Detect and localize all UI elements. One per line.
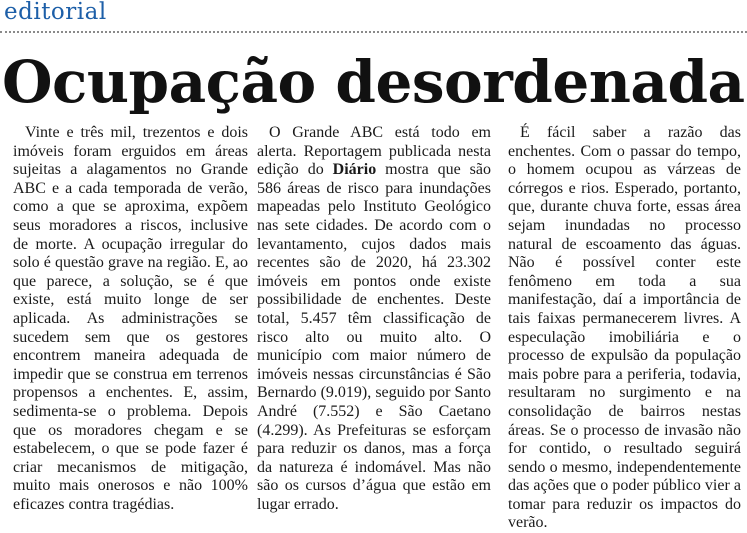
column-2-text-end: mostra que são 586 áreas de risco para inundações mapeadas pelo Instituto Geológico nas sete cidades. De acordo com o levantamento, cujos dados mais recentes são de 2020, há 23.302 imóveis em pontos onde existe possibilidade de enchentes. Deste total, 5.457 têm classificação de risco alto ou muito alto. O município com maior número de imóveis nessas circunstâncias é São Bernardo (9.019), seguido por Santo André (7.552) e São Caetano (4.299). As Prefeituras se esforçam para reduzir os danos, mas a força da natureza é indomável. Mas não são os cursos d’água que estão em lugar errado. [257,161,491,513]
headline: Ocupação desordenada [2,48,745,116]
column-3 [508,124,741,533]
article-columns [0,124,747,532]
newspaper-name: Diário [332,161,377,179]
column-2-text [257,124,491,514]
column-1-text: Vinte e três mil, trezentos e dois imóveis foram erguidos em áreas sujeitas a alagamentos no Grande ABC e a cada temporada de verão, como a que se aproxima, expõem seus moradores a riscos, inclusive de morte. A ocupação irregular do solo é questão grave na região. E, ao que parece, a solução, se é que existe, está muito longe de ser aplicada. As administrações se sucedem sem que os gestores encontrem maneira adequada de impedir que se construa em terrenos propensos a enchentes. E, assim, sedimenta-se o problema. Depois que os moradores chegam e se estabelecem, o que se pode fazer é criar mecanismos de mitigação, muito mais onerosos e não 100% eficazes contra tragédias. [13,124,248,513]
section-label: editorial [4,0,107,25]
column-2-text-start: O Grande ABC está todo em alerta. Reportagem publicada nesta edição do [257,124,491,179]
dotted-divider [0,31,747,33]
column-2 [257,124,491,514]
column-3-text: É fácil saber a razão das enchentes. Com o passar do tempo, o homem ocupou as várzeas de córregos e rios. Esperado, portanto, que, durante chuva forte, essas área sejam inundadas no processo natural de escoamento das águas. Não é possível conter este fenômeno em toda a sua manifestação, daí a importância de tais faixas permanecerem livres. A especulação imobiliária e o processo de expulsão da população mais pobre para a periferia, todavia, resultaram no surgimento e na consolidação de bairros nestas áreas. Se o processo de invasão não for contido, o resultado seguirá sendo o mesmo, independentemente das ações que o poder público vier a tomar para reduzir os impactos do verão. [508,124,741,532]
column-1 [13,124,248,514]
